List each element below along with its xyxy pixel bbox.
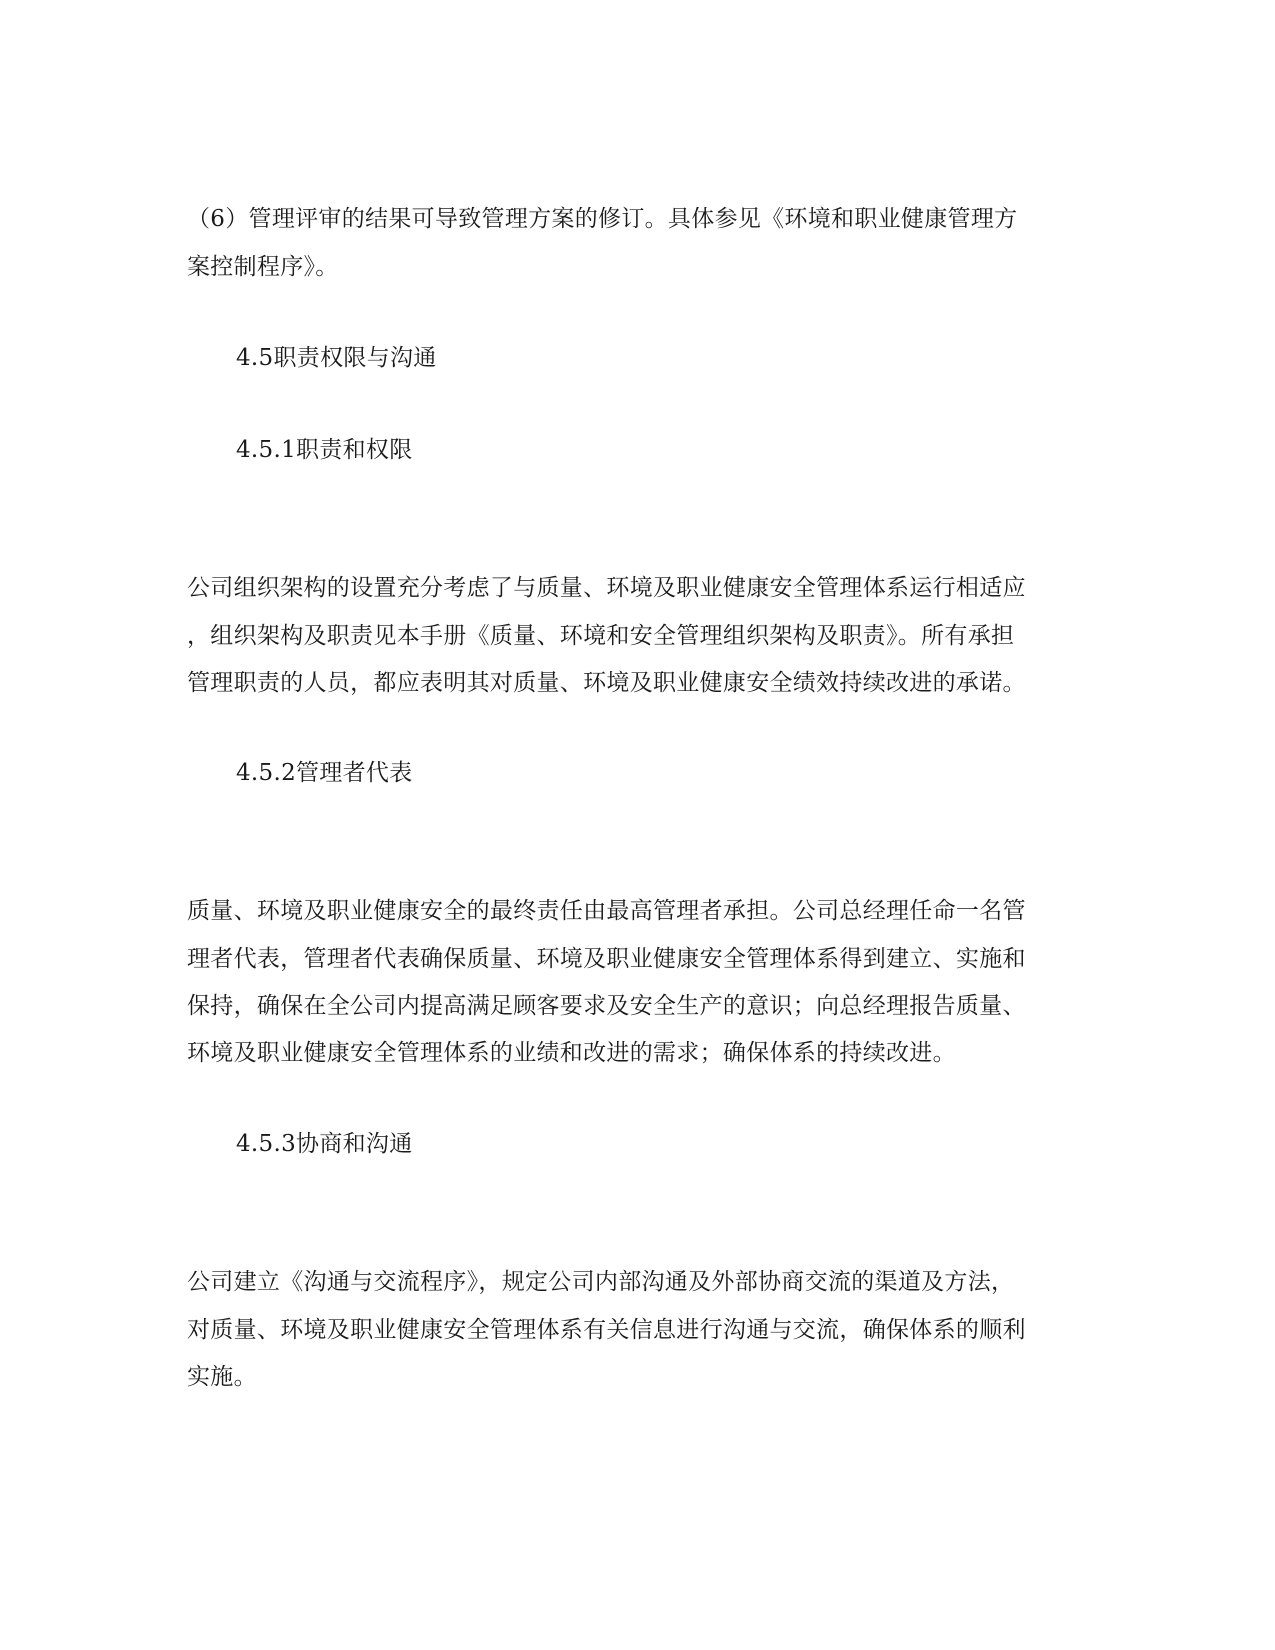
section-heading-4-5-3: 4.5.3协商和沟通 [236,1131,413,1157]
paragraph-4-5-2-line-4: 环境及职业健康安全管理体系的业绩和改进的需求；确保体系的持续改进。 [187,1040,956,1066]
paragraph-6-line-1: （6）管理评审的结果可导致管理方案的修订。具体参见《环境和职业健康管理方 [187,206,1018,232]
section-heading-4-5: 4.5职责权限与沟通 [236,345,437,371]
paragraph-4-5-1-line-2: ，组织架构及职责见本手册《质量、环境和安全管理组织架构及职责》。所有承担 [187,623,1015,649]
paragraph-4-5-2-line-3: 保持，确保在全公司内提高满足顾客要求及安全生产的意识；向总经理报告质量、 [187,993,1026,1019]
paragraph-6-line-2: 案控制程序》。 [187,254,339,280]
paragraph-4-5-3-line-1: 公司建立《沟通与交流程序》，规定公司内部沟通及外部协商交流的渠道及方法， [187,1269,1015,1295]
section-heading-4-5-2: 4.5.2管理者代表 [236,760,413,786]
paragraph-4-5-1-line-3: 管理职责的人员，都应表明其对质量、环境及职业健康安全绩效持续改进的承诺。 [187,670,1026,696]
paragraph-4-5-3-line-2: 对质量、环境及职业健康安全管理体系有关信息进行沟通与交流，确保体系的顺利 [187,1317,1026,1343]
paragraph-4-5-2-line-1: 质量、环境及职业健康安全的最终责任由最高管理者承担。公司总经理任命一名管 [187,898,1026,924]
paragraph-4-5-2-line-2: 理者代表，管理者代表确保质量、环境及职业健康安全管理体系得到建立、实施和 [187,946,1026,972]
section-heading-4-5-1: 4.5.1职责和权限 [236,437,413,463]
paragraph-4-5-1-line-1: 公司组织架构的设置充分考虑了与质量、环境及职业健康安全管理体系运行相适应 [187,575,1026,601]
paragraph-4-5-3-line-3: 实施。 [187,1364,257,1390]
